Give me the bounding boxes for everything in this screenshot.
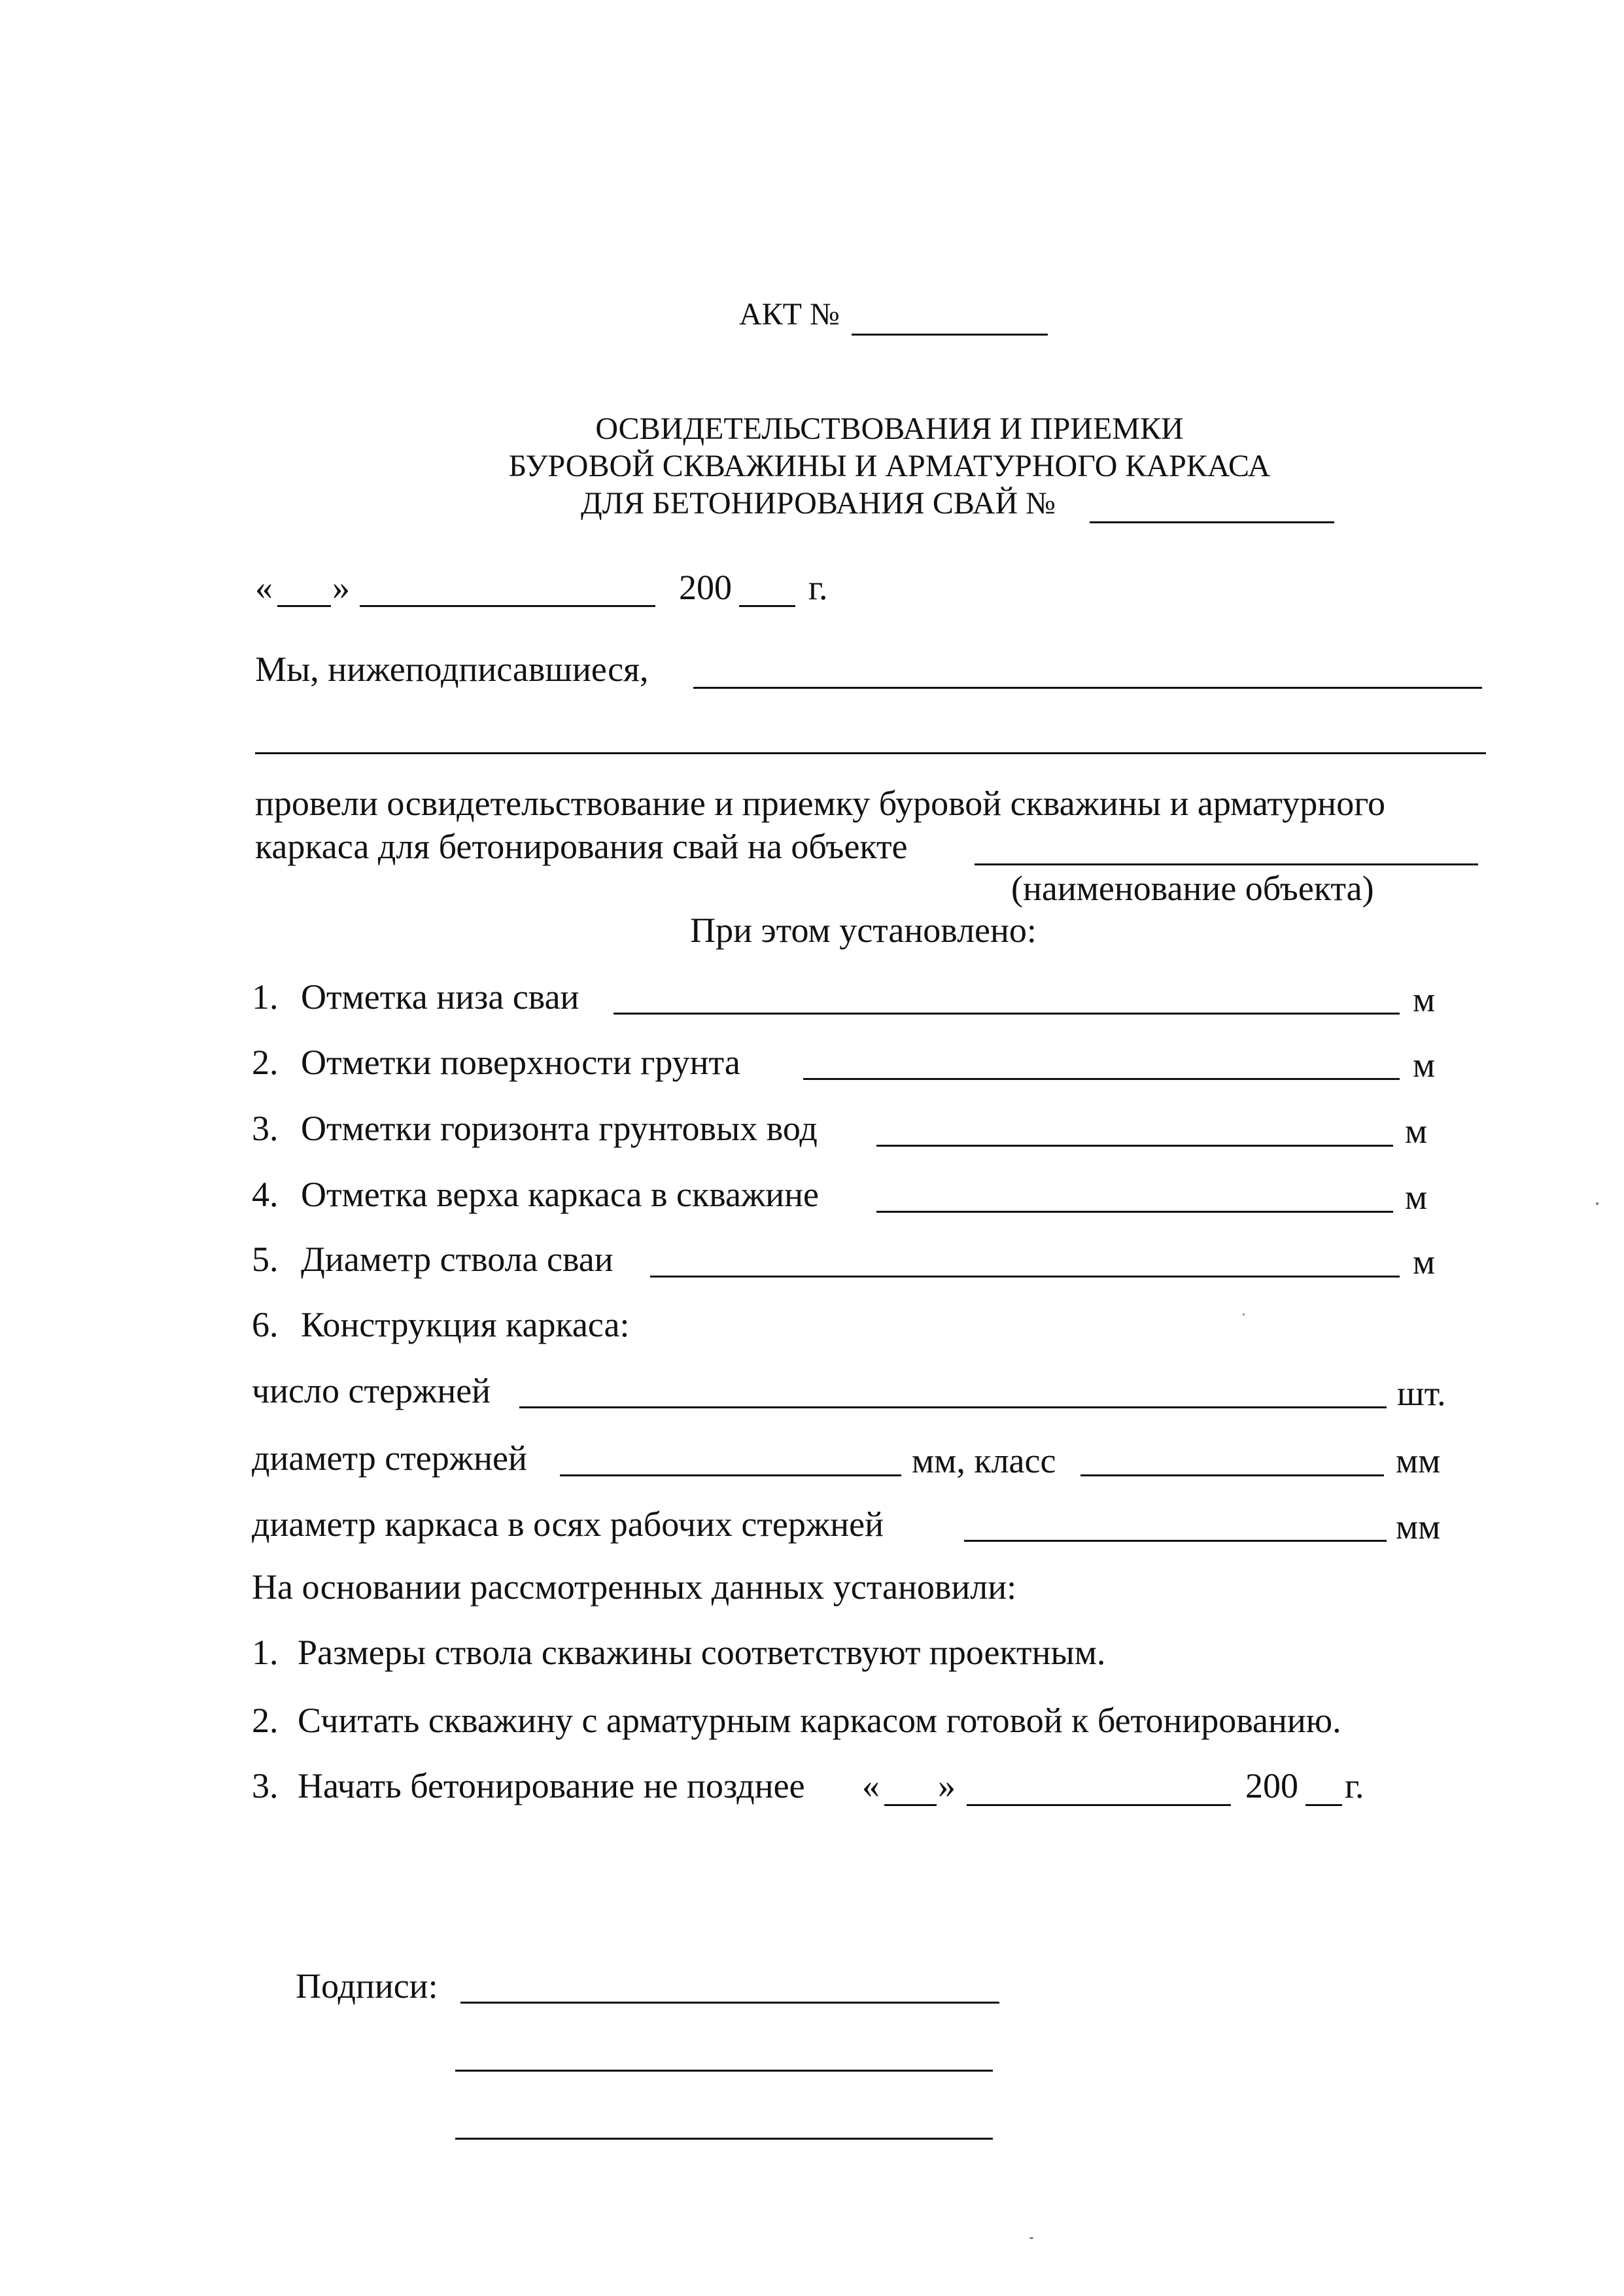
body-line-1: провели освидетельствование и приемку буровой скважины и арматурного (255, 784, 1385, 823)
item-2-field[interactable] (803, 1078, 1400, 1080)
scan-speck (1596, 1202, 1598, 1205)
date-open-quote: « (255, 568, 273, 607)
body-line-2: каркаса для бетонирования свай на объекте (255, 827, 908, 866)
start-date-day-field[interactable] (884, 1804, 937, 1806)
decision-3-text: Начать бетонирование не позднее (298, 1766, 805, 1805)
participants-field-2[interactable] (255, 752, 1486, 754)
signature-line-3[interactable] (455, 2138, 993, 2140)
decision-2-number: 2. (252, 1701, 279, 1740)
date-day-field[interactable] (277, 605, 331, 607)
signature-line-1[interactable] (460, 2002, 999, 2004)
item-1-label: Отметка низа сваи (301, 977, 579, 1017)
scan-speck (1029, 2237, 1033, 2239)
item-5-unit: м (1413, 1242, 1436, 1281)
item-5-label: Диаметр ствола сваи (301, 1240, 613, 1279)
object-name-field[interactable] (975, 863, 1478, 865)
start-date-year-field[interactable] (1305, 1804, 1342, 1806)
date-year-prefix: 200 (679, 568, 732, 607)
frame-diameter-field[interactable] (964, 1540, 1387, 1542)
item-3-unit: м (1405, 1111, 1428, 1151)
title-line-1: ОСВИДЕТЕЛЬСТВОВАНИЯ И ПРИЕМКИ (595, 411, 1184, 446)
rods-diameter-field[interactable] (560, 1474, 901, 1476)
item-1-number: 1. (252, 977, 279, 1017)
item-1-unit: м (1413, 980, 1436, 1019)
start-date-month-field[interactable] (967, 1804, 1231, 1806)
date-month-field[interactable] (360, 605, 655, 607)
item-3-field[interactable] (876, 1145, 1393, 1147)
start-date-year-suffix: г. (1345, 1766, 1364, 1805)
participants-label: Мы, нижеподписавшиеся, (255, 650, 649, 689)
object-name-caption: (наименование объекта) (1011, 869, 1374, 908)
item-3-number: 3. (252, 1109, 279, 1148)
participants-field-1[interactable] (693, 687, 1482, 689)
rods-class-unit: мм (1396, 1441, 1441, 1480)
date-year-suffix: г. (808, 568, 828, 607)
scan-speck (1243, 1313, 1245, 1315)
established-heading: При этом установлено: (690, 911, 1037, 950)
item-2-unit: м (1413, 1045, 1436, 1085)
item-5-field[interactable] (650, 1276, 1400, 1278)
act-number-label: АКТ № (739, 297, 840, 332)
pile-number-field[interactable] (1090, 521, 1334, 523)
decision-heading: На основании рассмотренных данных установили: (252, 1567, 1017, 1607)
item-4-number: 4. (252, 1175, 279, 1214)
rods-count-field[interactable] (519, 1406, 1387, 1408)
rods-class-field[interactable] (1080, 1474, 1384, 1476)
item-5-number: 5. (252, 1240, 279, 1279)
rods-count-label: число стержней (252, 1371, 491, 1410)
signatures-label: Подписи: (296, 1966, 438, 2006)
title-line-2: БУРОВОЙ СКВАЖИНЫ И АРМАТУРНОГО КАРКАСА (508, 449, 1271, 483)
item-2-number: 2. (252, 1043, 279, 1082)
frame-diameter-unit: мм (1396, 1507, 1441, 1546)
item-2-label: Отметки поверхности грунта (301, 1043, 740, 1082)
date-close-quote: » (332, 568, 350, 607)
rods-count-unit: шт. (1397, 1374, 1446, 1413)
act-number-field[interactable] (852, 334, 1048, 336)
date-year-field[interactable] (739, 605, 795, 607)
title-line-3: ДЛЯ БЕТОНИРОВАНИЯ СВАЙ № (581, 486, 1056, 521)
decision-1-number: 1. (252, 1633, 279, 1672)
signature-line-2[interactable] (455, 2070, 993, 2072)
item-4-field[interactable] (876, 1211, 1393, 1213)
item-4-unit: м (1405, 1177, 1428, 1217)
rods-diameter-label: диаметр стержней (252, 1438, 527, 1478)
item-3-label: Отметки горизонта грунтовых вод (301, 1109, 818, 1148)
decision-3-number: 3. (252, 1766, 279, 1805)
item-6-label: Конструкция каркаса: (301, 1305, 630, 1344)
item-1-field[interactable] (613, 1013, 1400, 1015)
decision-2-text: Считать скважину с арматурным каркасом готовой к бетонированию. (298, 1701, 1341, 1740)
start-date-year-prefix: 200 (1245, 1766, 1298, 1805)
start-date-open-quote: « (862, 1766, 880, 1805)
frame-diameter-label: диаметр каркаса в осях рабочих стержней (252, 1505, 884, 1544)
rods-diameter-unit-class: мм, класс (912, 1441, 1056, 1480)
item-4-label: Отметка верха каркаса в скважине (301, 1175, 820, 1214)
start-date-close-quote: » (938, 1766, 956, 1805)
decision-1-text: Размеры ствола скважины соответствуют проектным. (298, 1633, 1106, 1672)
item-6-number: 6. (252, 1305, 279, 1344)
